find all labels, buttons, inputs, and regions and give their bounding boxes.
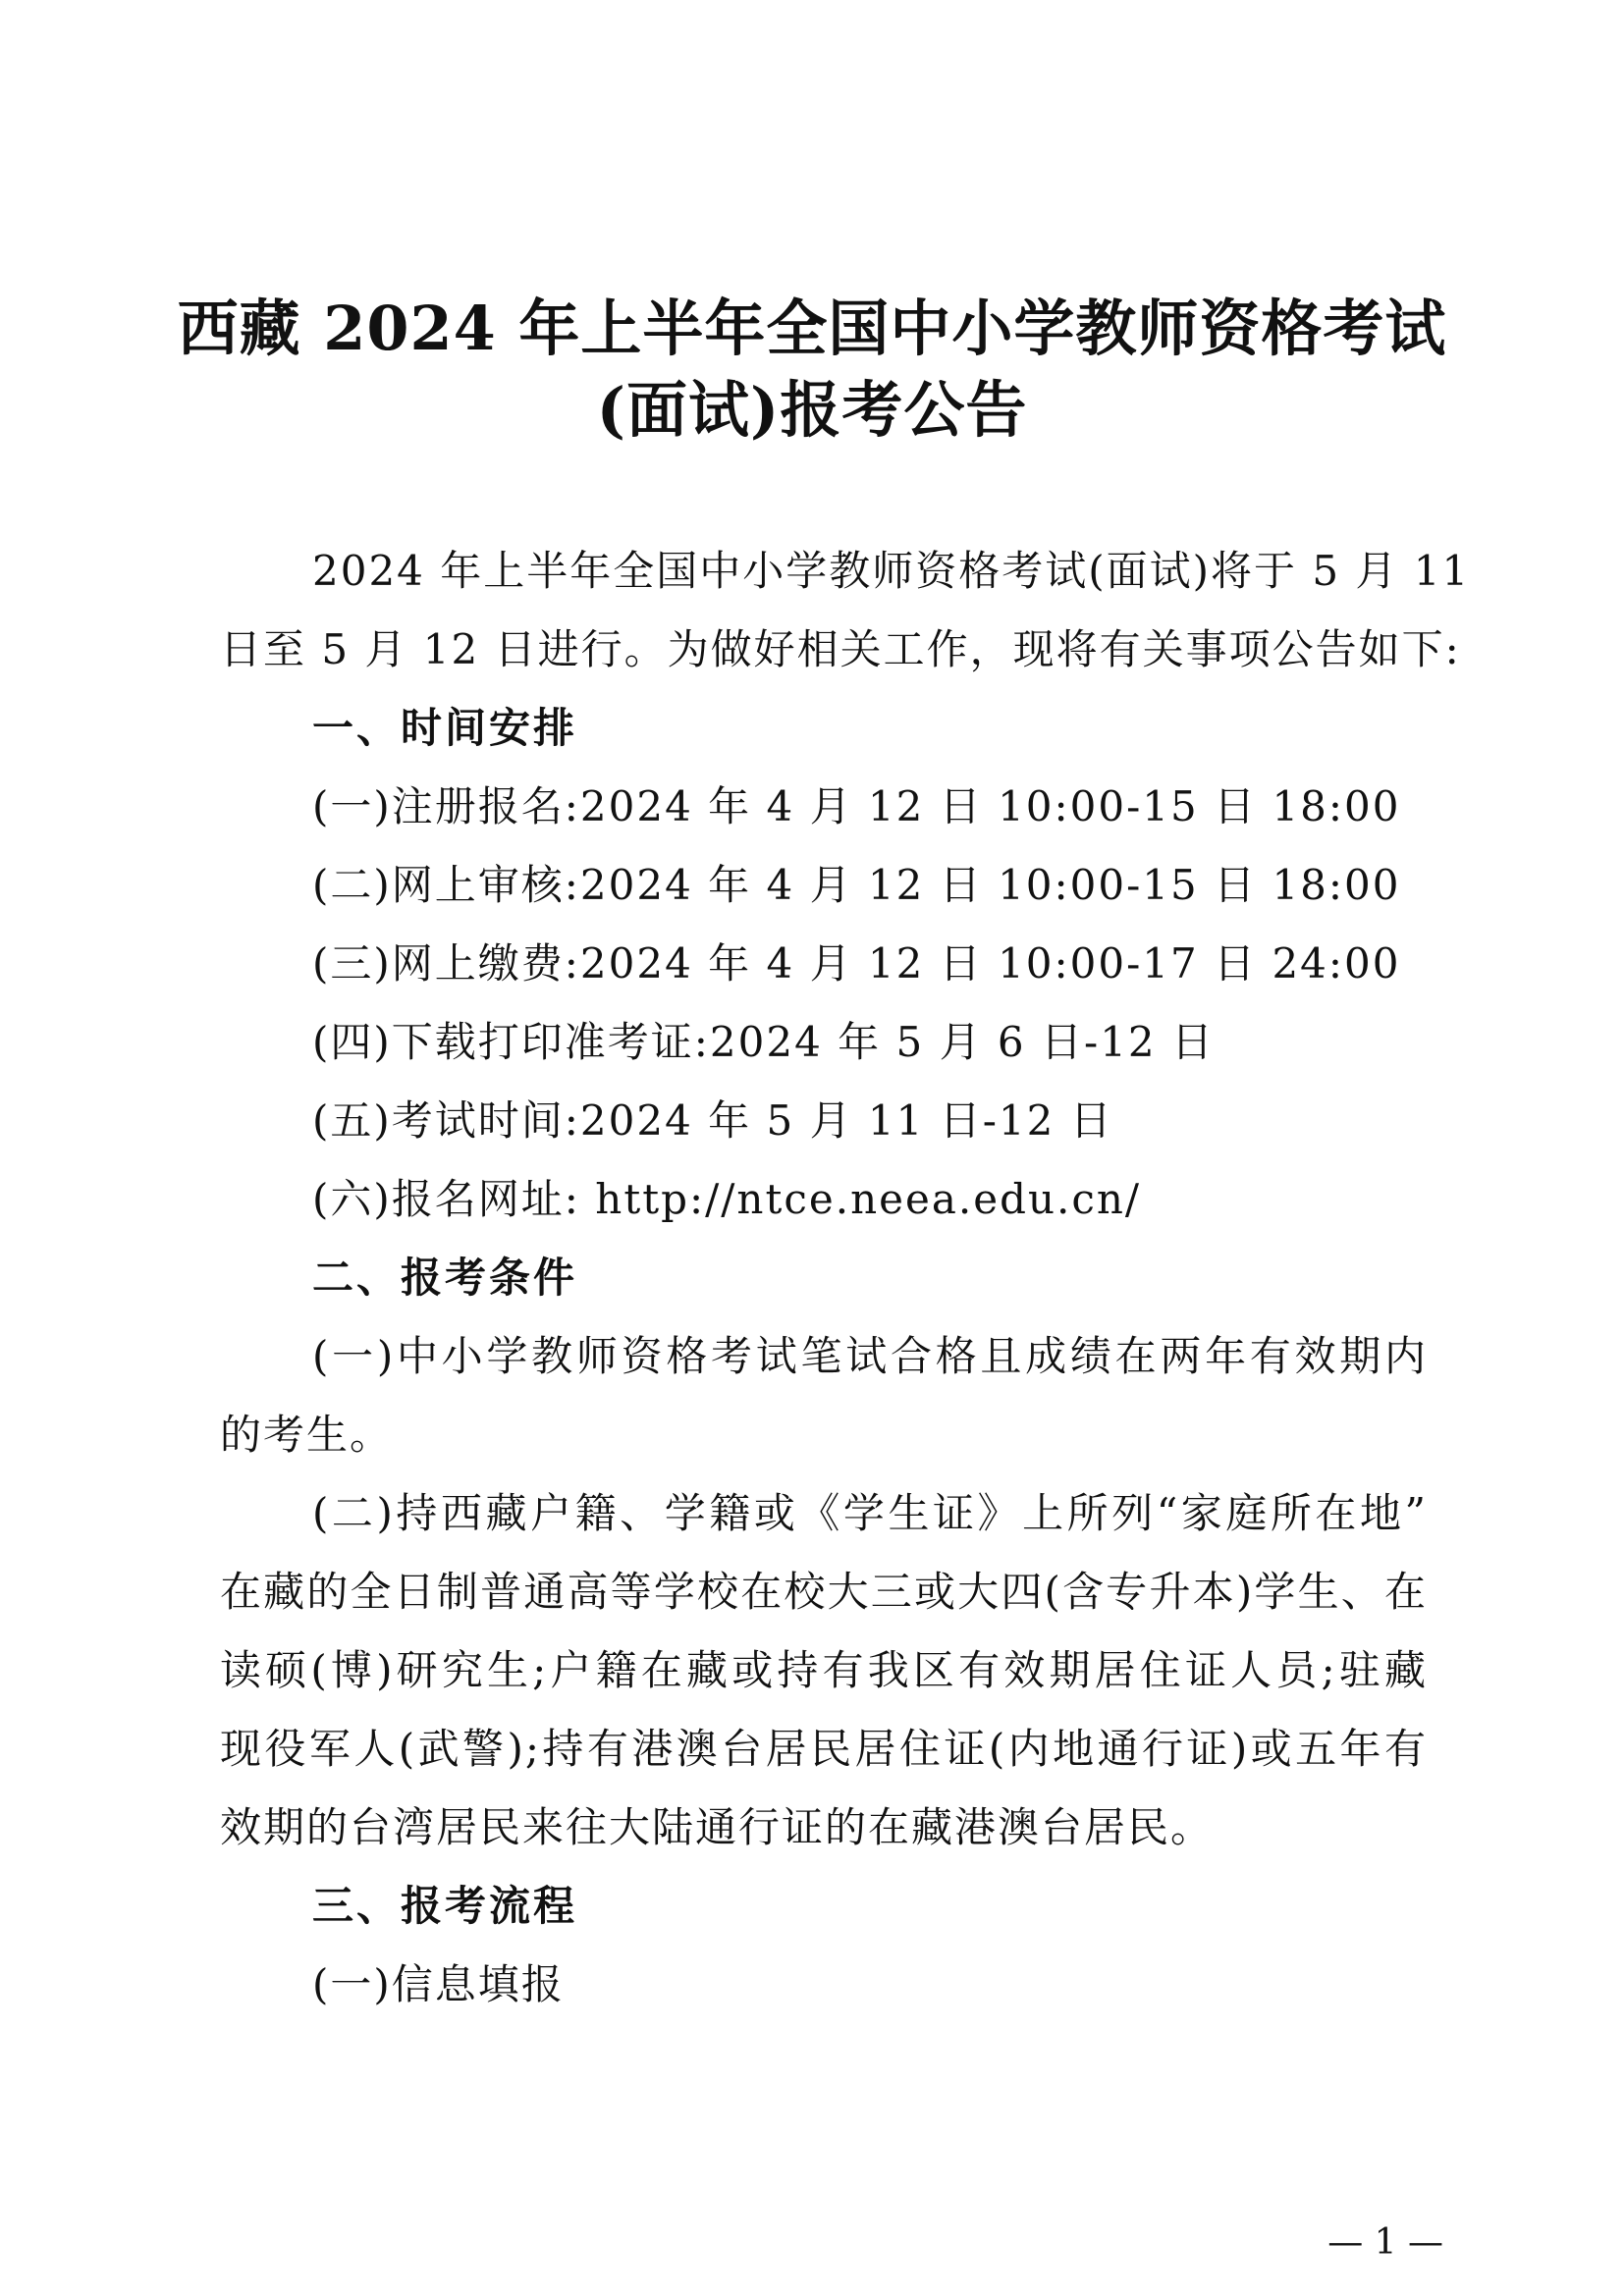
eligibility-item-2-line-3: 读硕(博)研究生;户籍在藏或持有我区有效期居住证人员;驻藏	[220, 1646, 1428, 1694]
intro-paragraph-line-1: 2024 年上半年全国中小学教师资格考试(面试)将于 5 月 11	[312, 547, 1471, 595]
eligibility-item-2-line-2: 在藏的全日制普通高等学校在校大三或大四(含专升本)学生、在	[220, 1568, 1428, 1616]
intro-paragraph-line-2: 日至 5 月 12 日进行。为做好相关工作，现将有关事项公告如下:	[220, 625, 1461, 673]
schedule-item-online-review: (二)网上审核:2024 年 4 月 12 日 10:00-15 日 18:00	[312, 861, 1401, 909]
eligibility-item-2-line-4: 现役军人(武警);持有港澳台居民居住证(内地通行证)或五年有	[220, 1725, 1428, 1773]
document-title-line-1: 西藏 2024 年上半年全国中小学教师资格考试	[177, 293, 1447, 364]
page-number: — 1 —	[1327, 2222, 1443, 2263]
schedule-item-online-payment: (三)网上缴费:2024 年 4 月 12 日 10:00-17 日 24:00	[312, 939, 1401, 988]
eligibility-item-2-line-1: (二)持西藏户籍、学籍或《学生证》上所列“家庭所在地”	[312, 1489, 1428, 1537]
section-heading-eligibility: 二、报考条件	[312, 1254, 578, 1302]
process-item-information-filling: (一)信息填报	[312, 1960, 565, 2008]
document-title-line-2: (面试)报考公告	[596, 374, 1028, 446]
section-heading-process: 三、报考流程	[312, 1882, 578, 1930]
schedule-item-registration-url: (六)报名网址: http://ntce.neea.edu.cn/	[312, 1175, 1142, 1223]
section-heading-schedule: 一、时间安排	[312, 704, 578, 752]
schedule-item-admission-ticket: (四)下载打印准考证:2024 年 5 月 6 日-12 日	[312, 1018, 1215, 1066]
eligibility-item-2-line-5: 效期的台湾居民来往大陆通行证的在藏港澳台居民。	[220, 1803, 1215, 1851]
schedule-item-exam-time: (五)考试时间:2024 年 5 月 11 日-12 日	[312, 1096, 1113, 1145]
eligibility-item-1-line-1: (一)中小学教师资格考试笔试合格且成绩在两年有效期内	[312, 1332, 1428, 1380]
schedule-item-registration: (一)注册报名:2024 年 4 月 12 日 10:00-15 日 18:00	[312, 782, 1401, 830]
eligibility-item-1-line-2: 的考生。	[220, 1411, 394, 1459]
